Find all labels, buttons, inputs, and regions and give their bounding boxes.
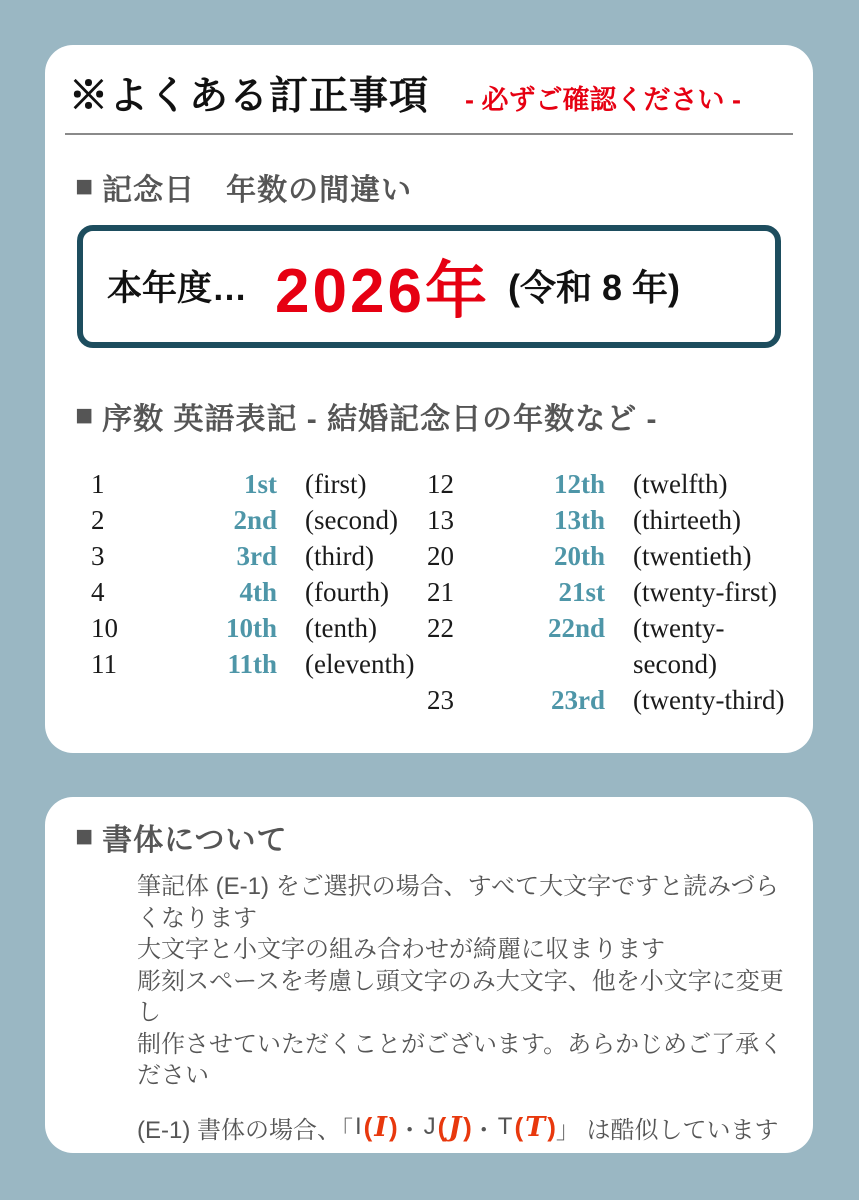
ordinal-ord: 2nd bbox=[233, 505, 277, 535]
font-notice-card bbox=[45, 797, 813, 1153]
e1-line-suffix: 」 は酷似しています bbox=[555, 1116, 779, 1144]
ordinal-ord: 1st bbox=[244, 469, 277, 499]
ordinal-table-right-column bbox=[427, 466, 787, 718]
example-label bbox=[55, 1153, 94, 1154]
ordinal-ord: 23rd bbox=[551, 685, 605, 715]
title-warning-note: - 必ずご確認ください - bbox=[465, 85, 742, 115]
font-description bbox=[137, 871, 793, 1092]
ordinal-ord: 4th bbox=[239, 577, 277, 607]
ordinal-ord: 13th bbox=[553, 505, 605, 535]
e1-line-prefix: (E-1) 書体の場合、「 bbox=[137, 1116, 353, 1144]
ordinal-num: 2 bbox=[91, 505, 105, 535]
ordinal-row bbox=[91, 574, 427, 610]
e1-separator: ・ bbox=[397, 1116, 422, 1144]
ordinal-row bbox=[427, 610, 787, 682]
ordinal-num: 20 bbox=[427, 541, 454, 571]
font-description-line: 筆記体 (E-1) をご選択の場合、すべて大文字ですと読みづらくなります bbox=[137, 873, 779, 932]
square-bullet-icon: ■ bbox=[75, 170, 95, 203]
ordinal-ord: 21st bbox=[558, 577, 605, 607]
e1-paren-open: ( bbox=[437, 1111, 447, 1142]
ordinal-num: 22 bbox=[427, 613, 454, 643]
square-bullet-icon: ■ bbox=[75, 820, 95, 853]
e1-plain-letter: T bbox=[497, 1113, 513, 1140]
section-ordinal-heading bbox=[75, 394, 783, 438]
ordinal-num: 21 bbox=[427, 577, 454, 607]
e1-script-letter bbox=[514, 1112, 555, 1143]
section-anniversary-heading bbox=[75, 165, 783, 209]
e1-script-glyph: J bbox=[448, 1111, 462, 1143]
section-font-heading bbox=[75, 815, 783, 859]
e1-similarity-line bbox=[137, 1110, 793, 1145]
e1-script-letter bbox=[364, 1112, 398, 1143]
e1-script-glyph: T bbox=[525, 1111, 546, 1143]
ordinal-num: 3 bbox=[91, 541, 105, 571]
square-bullet-icon: ■ bbox=[75, 399, 95, 432]
ordinal-row bbox=[427, 574, 787, 610]
current-year-era: (令和 8 年) bbox=[507, 267, 680, 308]
page-title: ※よくある訂正事項 bbox=[69, 75, 430, 118]
ordinal-row bbox=[91, 610, 427, 646]
ordinal-word: (twentieth) bbox=[633, 541, 752, 571]
ordinal-num: 12 bbox=[427, 469, 454, 499]
current-year-box bbox=[77, 225, 781, 348]
ordinal-word: (twenty-first) bbox=[633, 577, 777, 607]
ordinal-row bbox=[427, 502, 787, 538]
ordinal-num: 13 bbox=[427, 505, 454, 535]
ordinal-num: 10 bbox=[91, 613, 118, 643]
ordinal-word: (tenth) bbox=[305, 613, 377, 643]
year-box-label: 本年度… bbox=[107, 268, 248, 308]
e1-paren-close: ) bbox=[463, 1111, 472, 1142]
e1-paren-close: ) bbox=[388, 1111, 398, 1142]
e1-plain-letter: J bbox=[423, 1113, 436, 1140]
ordinal-word: (second) bbox=[305, 505, 398, 535]
ordinal-word: (thirteeth) bbox=[633, 505, 741, 535]
ordinal-num: 4 bbox=[91, 577, 105, 607]
ordinal-table-left-column bbox=[91, 466, 427, 718]
section-font-heading-label: 書体について bbox=[102, 824, 288, 857]
e1-script-letter bbox=[438, 1112, 472, 1143]
ordinal-row bbox=[427, 538, 787, 574]
ordinal-row bbox=[91, 466, 427, 502]
ordinal-word: (fourth) bbox=[305, 577, 389, 607]
ordinal-ord: 3rd bbox=[236, 541, 277, 571]
section-anniversary-heading-label: 記念日 年数の間違い bbox=[102, 174, 413, 207]
font-description-line: 大文字と小文字の組み合わせが綺麗に収まります bbox=[137, 936, 665, 963]
ordinal-row bbox=[91, 538, 427, 574]
e1-separator: ・ bbox=[471, 1116, 496, 1144]
ordinal-word: (twenty-second) bbox=[633, 613, 725, 679]
ordinal-row bbox=[91, 646, 427, 682]
ordinal-table bbox=[91, 466, 813, 718]
font-description-line: 彫刻スペースを考慮し頭文字のみ大文字、他を小文字に変更し bbox=[137, 967, 784, 1026]
ordinal-ord: 22nd bbox=[547, 613, 605, 643]
ordinal-word: (twelfth) bbox=[633, 469, 728, 499]
ordinal-ord: 20th bbox=[553, 541, 605, 571]
divider bbox=[65, 133, 793, 135]
font-description-line: 制作させていただくことがございます。あらかじめご了承ください bbox=[137, 1030, 784, 1089]
ordinal-ord: 11th bbox=[227, 649, 277, 679]
ordinal-word: (third) bbox=[305, 541, 374, 571]
ordinal-row bbox=[427, 466, 787, 502]
ordinal-row bbox=[91, 502, 427, 538]
notice-card bbox=[45, 45, 813, 753]
ordinal-ord: 12th bbox=[553, 469, 605, 499]
e1-plain-letter: I bbox=[355, 1113, 362, 1140]
ordinal-num: 23 bbox=[427, 685, 454, 715]
engraving-example bbox=[55, 1153, 813, 1154]
ordinal-word: (first) bbox=[305, 469, 367, 499]
current-year-value: 2026年 bbox=[275, 257, 490, 326]
ordinal-num: 11 bbox=[91, 649, 117, 679]
ordinal-word: (twenty-third) bbox=[633, 685, 785, 715]
ordinal-ord: 10th bbox=[225, 613, 277, 643]
e1-script-glyph: I bbox=[374, 1111, 387, 1143]
e1-paren-open: ( bbox=[514, 1111, 524, 1142]
e1-paren-open: ( bbox=[363, 1111, 373, 1142]
ordinal-word: (eleventh) bbox=[305, 649, 415, 679]
section-ordinal-heading-label: 序数 英語表記 - 結婚記念日の年数など - bbox=[102, 403, 658, 436]
ordinal-num: 1 bbox=[91, 469, 105, 499]
ordinal-row bbox=[427, 682, 787, 718]
e1-paren-close: ) bbox=[547, 1111, 556, 1142]
title-row bbox=[45, 45, 813, 121]
